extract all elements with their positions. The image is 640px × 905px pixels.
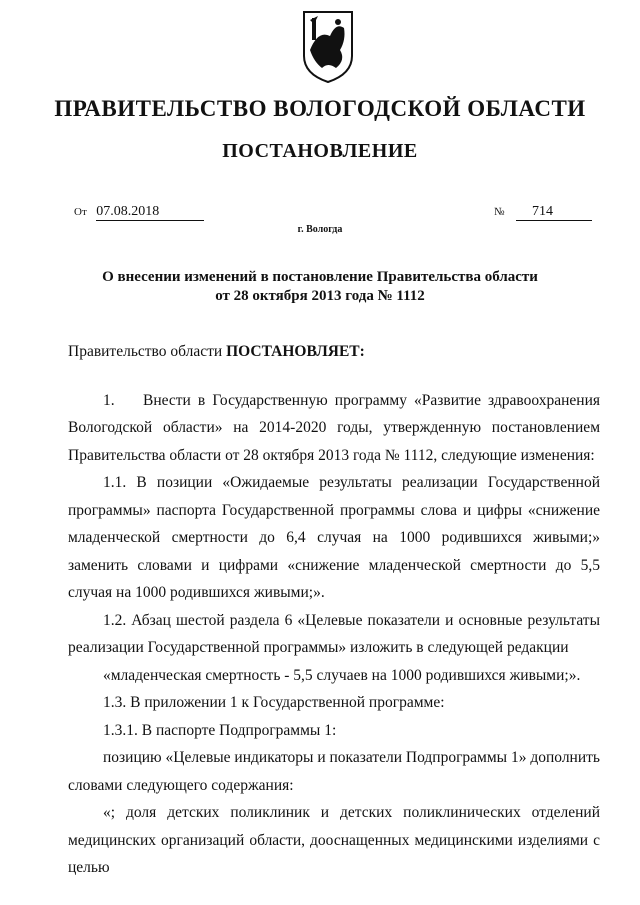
coat-of-arms-icon xyxy=(302,10,354,84)
document-body xyxy=(68,338,600,882)
government-title: ПРАВИТЕЛЬСТВО ВОЛОГОДСКОЙ ОБЛАСТИ xyxy=(54,96,586,121)
number-value: 714 xyxy=(516,204,592,221)
date-value: 07.08.2018 xyxy=(96,204,204,221)
document-type: ПОСТАНОВЛЕНИЕ xyxy=(222,140,418,162)
intro-decree: ПОСТАНОВЛЯЕТ: xyxy=(226,343,365,360)
date-prefix: От xyxy=(74,206,87,218)
paragraph-1-3-1-quote: «; доля детских поликлиник и детских поликлинических отделений медицинских организаций области, дооснащенных медицинскими изделиями с целью xyxy=(68,804,600,876)
paragraph-1-number: 1. xyxy=(103,391,115,409)
document-date xyxy=(74,204,204,221)
intro-paragraph xyxy=(68,338,600,366)
paragraph-1-2-quote: «младенческая смертность - 5,5 случаев на 1000 родившихся живыми;». xyxy=(103,666,581,684)
paragraph-1-3: 1.3. В приложении 1 к Государственной программе: xyxy=(103,694,445,711)
intro-text: Правительство области xyxy=(68,343,227,360)
paragraph-1-3-1-text: позицию «Целевые индикаторы и показатели Подпрограммы 1» дополнить словами следующего содержания: xyxy=(68,749,600,794)
city: г. Вологда xyxy=(297,224,343,235)
subject-line-2: от 28 октября 2013 года № 1112 xyxy=(215,288,425,304)
paragraph-1-1: 1.1. В позиции «Ожидаемые результаты реализации Государственной программы» паспорта Государственной программы слова и цифры «снижение младенческой смертности до 6,4 случая на 1000 родившихся живыми;» заменить словами и цифрами «снижение младенческой смертности до 5,5 случая на 1000 родившихся живыми;». xyxy=(68,474,600,601)
paragraph-1-text: Внести в Государственную программу «Развитие здравоохранения Вологодской области» на 2014-2020 годы, утвержденную постановлением Правительства области от 28 октября 2013 года № 1112, следующие изменения: xyxy=(68,391,600,464)
paragraph-1 xyxy=(68,387,600,470)
document-number xyxy=(494,204,592,221)
paragraph-1-2: 1.2. Абзац шестой раздела 6 «Целевые показатели и основные результаты реализации Государственной программы» изложить в следующей редакции xyxy=(68,611,600,656)
paragraph-1-3-1: 1.3.1. В паспорте Подпрограммы 1: xyxy=(103,721,337,739)
subject-line-1: О внесении изменений в постановление Правительства области xyxy=(102,269,538,285)
number-prefix: № xyxy=(494,206,505,218)
document-subject xyxy=(0,268,640,306)
